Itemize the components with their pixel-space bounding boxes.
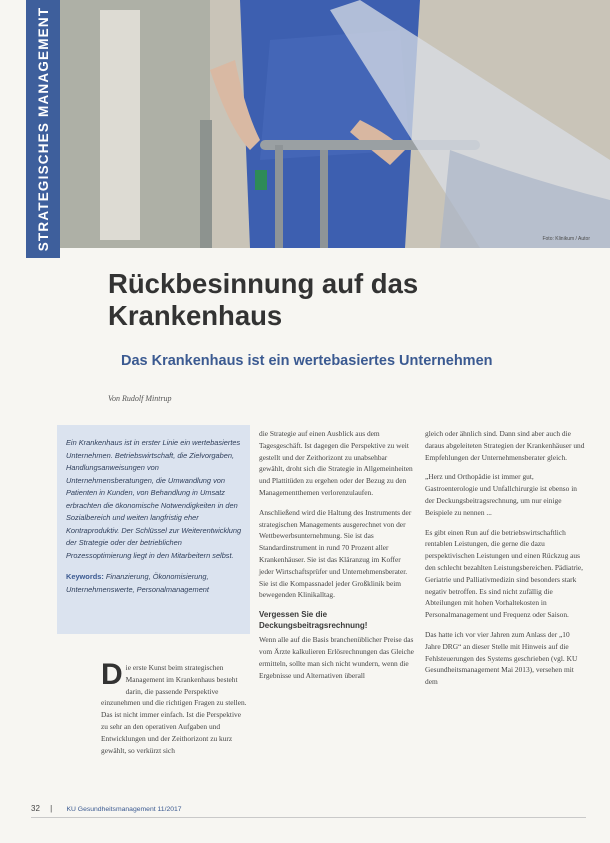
body-paragraph-7: Es gibt einen Run auf die betriebswirtschaftlich rentablen Leistungen, die gerne die dazu perspektivischen Leistungen und einen Rückzug aus den schlecht bezahlten Leistungsbereichen. Pädiatrie, Geriatrie und Palliativmedizin sind besonders stark negativ betroffen. Es sind nicht zufällig die Abteilungen mit hohen Vorhaltekosten in Personalmanagement und Frequenz oder Saison. bbox=[425, 527, 584, 620]
teaser-text: Ein Krankenhaus ist in erster Linie ein wertebasiertes Unternehmen. Betriebswirtschaft, die Zielvorgaben, Handlungsanweisungen von Unternehmensberatungen, die Umwandlung von Patienten in Kunden, von Behandlung in Umsatz erbrachten die ökonomische Notwendigkeiten in den Sozialbereich und weiten langfristig eher Kontraproduktiv. Der Schlüssel zur Weiterentwicklung der Strategie oder der betrieblichen Prozessoptimierung liegt in den Mitarbeitern selbst. bbox=[66, 438, 242, 560]
body-column-2 bbox=[259, 428, 414, 689]
article-subtitle: Das Krankenhaus ist ein wertebasiertes Unternehmen bbox=[121, 353, 493, 369]
article-title: Rückbesinnung auf das Krankenhaus bbox=[108, 268, 419, 331]
keywords bbox=[66, 571, 242, 596]
body-column-3 bbox=[425, 428, 585, 696]
teaser-box bbox=[57, 425, 250, 634]
body-paragraph-3: Anschließend wird die Haltung des Instruments der strategischen Managements ausgerechnet von der Wettbewerbsunternehmung. Sie ist das Standardinstrument in rund 70 Prozent aller Krankenhäuser. Sie ist das Kläranzug im Koffer jeder Wirtschaftsprüfer und Unternehmensberater. Sie ist die Kompassnadel jeder Großklinik beim bewegenden Klinikalltag. bbox=[259, 507, 412, 600]
body-paragraph-8: Das hatte ich vor vier Jahren zum Anlass der „10 Jahre DRG“ an dieser Stelle mit Hinweis auf die Fehlsteuerungen des Systems geschrieben (vgl. KU Gesundheitsmanagement Mai 2013), versehen mit dem bbox=[425, 629, 578, 687]
body-column-1 bbox=[101, 658, 247, 764]
journal-name: KU Gesundheitsmanagement 11/2017 bbox=[66, 806, 182, 813]
footer-separator: | bbox=[50, 804, 53, 813]
section-subhead: Vergessen Sie die Deckungsbeitragsrechnung! bbox=[259, 610, 368, 631]
header-photo bbox=[60, 0, 610, 248]
page-number: 32 bbox=[31, 804, 40, 813]
byline: Von Rudolf Mintrup bbox=[108, 394, 172, 403]
keywords-list: Finanzierung, Ökonomisierung, Unternehmenswerte, Personalmanagement bbox=[66, 572, 209, 594]
body-text-1: ie erste Kunst beim strategischen Management im Krankenhaus besteht darin, die passende Perspektive einzunehmen und die richtigen Fragen zu stellen. Das ist nicht immer einfach. Ist die Perspektive zu sehr an den operativen Aufgaben und Entwicklungen und der Zeithorizont zu kurz gewählt, so verkürzt sich bbox=[101, 663, 247, 755]
hospital-photo-illustration bbox=[60, 0, 610, 248]
page-footer bbox=[31, 804, 182, 813]
photo-credit: Foto: Klinikum / Autor bbox=[542, 236, 590, 242]
keywords-label: Keywords: bbox=[66, 572, 104, 581]
dropcap: D bbox=[101, 658, 123, 691]
body-paragraph-4: Wenn alle auf die Basis branchenüblicher Preise das vom Ärzte kalkulieren Erlösrechnungen das Gleiche ermitteln, sollte man sich nicht wundern, wenn die Ergebnisse und Alternativen überall bbox=[259, 635, 414, 680]
body-paragraph-1 bbox=[101, 658, 247, 756]
body-paragraph-2: die Strategie auf einen Ausblick aus dem Tagesgeschäft. Ist dagegen die Perspektive zu weit gestellt und der Zeithorizont zu unabsehbar gewählt, droht sich die Strategie in Allgemeinheiten und Plattitüden zu ergehen oder der Bezug zu den Managementthemen verlorenzulaufen. bbox=[259, 429, 413, 497]
section-label: STRATEGISCHES MANAGEMENT bbox=[35, 6, 51, 252]
body-paragraph-6: „Herz und Orthopädie ist immer gut, Gastroenterologie und Unfallchirurgie ist ebenso in der Deckungsbeitragsrechnung, um nur einige Beispiele zu nennen ... bbox=[425, 472, 577, 517]
footer-divider bbox=[31, 817, 586, 818]
body-paragraph-5: gleich oder ähnlich sind. Dann sind aber auch die daraus abgeleiteten Strategien der Krankenhäuser und Empfehlungen der Unternehmensberater gleich. bbox=[425, 429, 585, 462]
